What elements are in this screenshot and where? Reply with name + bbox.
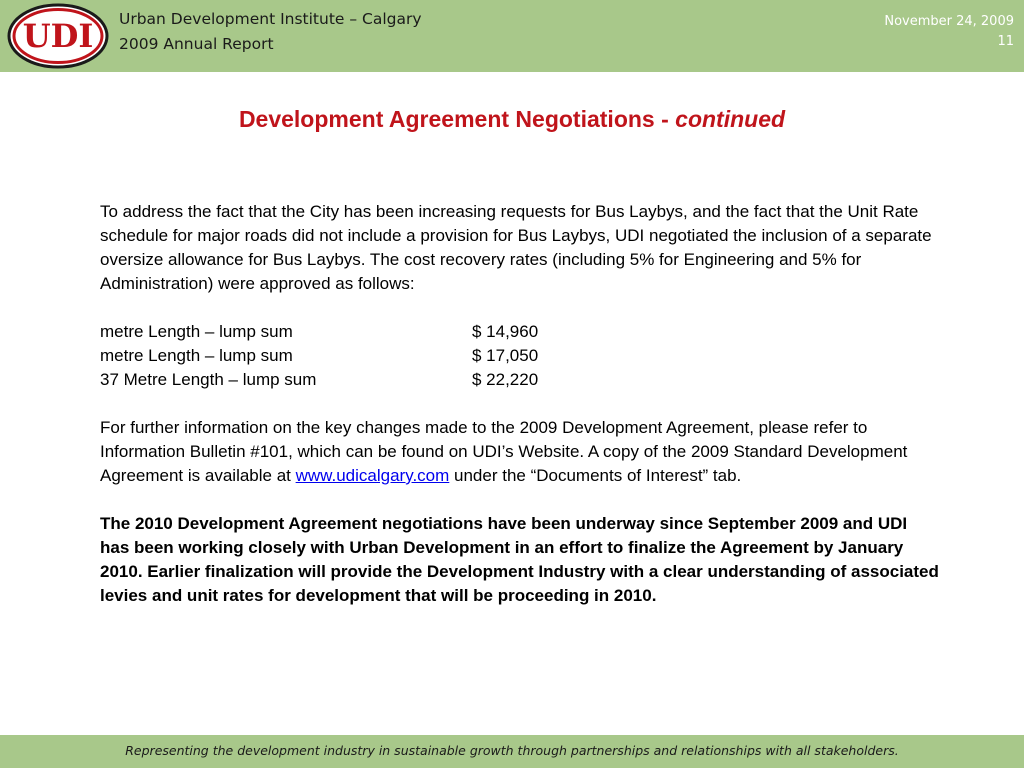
rate-label: 37 Metre Length – lump sum (100, 370, 317, 389)
rate-row (100, 368, 940, 392)
title-main: Development Agreement Negotiations - (238, 106, 676, 132)
info-paragraph (100, 416, 940, 488)
udi-logo-icon (7, 3, 109, 69)
info-text-after-link: under the “Documents of Interest” tab. (449, 466, 742, 485)
rate-value: $ 14,960 (472, 322, 539, 341)
intro-paragraph: To address the fact that the City has been increasing requests for Bus Laybys, and the fact that the Unit Rate schedule for major roads did not include a provision for Bus Laybys, UDI negotiated the inclusion of a separate oversize allowance for Bus Laybys. The cost recovery rates (including 5% for Engineering and 5% for Administration) were approved as follows: (100, 202, 932, 293)
slide-title (0, 106, 1024, 133)
header-bar (0, 0, 1024, 72)
organization-name: Urban Development Institute – Calgary (119, 10, 422, 28)
rates-list (100, 320, 940, 392)
closing-paragraph: The 2010 Development Agreement negotiations have been underway since September 2009 and UDI has been working closely with Urban Development in an effort to finalize the Agreement by January 2010. Earlier finalization will provide the Development Industry with a clear understanding of associated levies and unit rates for development that will be proceeding in 2010. (100, 514, 939, 605)
footer-bar (0, 735, 1024, 768)
footer-tagline: Representing the development industry in sustainable growth through partnerships and relationships with all stakeholders. (125, 743, 899, 758)
info-text-before-link: For further information on the key changes made to the 2009 Development Agreement, please refer to Information Bulletin #101, which can be found on UDI’s Website. A copy of the 2009 Standard Development Agreement is available at (100, 418, 908, 485)
udi-logo (7, 3, 109, 69)
title-continued: continued (675, 106, 786, 132)
rate-value: $ 22,220 (472, 370, 539, 389)
rate-value: $ 17,050 (472, 346, 539, 365)
page-number: 11 (997, 34, 1014, 49)
slide-date: November 24, 2009 (884, 14, 1014, 29)
udi-website-link[interactable]: www.udicalgary.com (295, 466, 450, 485)
report-name: 2009 Annual Report (119, 35, 274, 53)
slide-body (100, 200, 940, 608)
rate-row (100, 344, 940, 368)
logo-lettering: UDI (22, 17, 94, 55)
rate-row (100, 320, 940, 344)
rate-label: metre Length – lump sum (100, 346, 293, 365)
rate-label: metre Length – lump sum (100, 322, 293, 341)
